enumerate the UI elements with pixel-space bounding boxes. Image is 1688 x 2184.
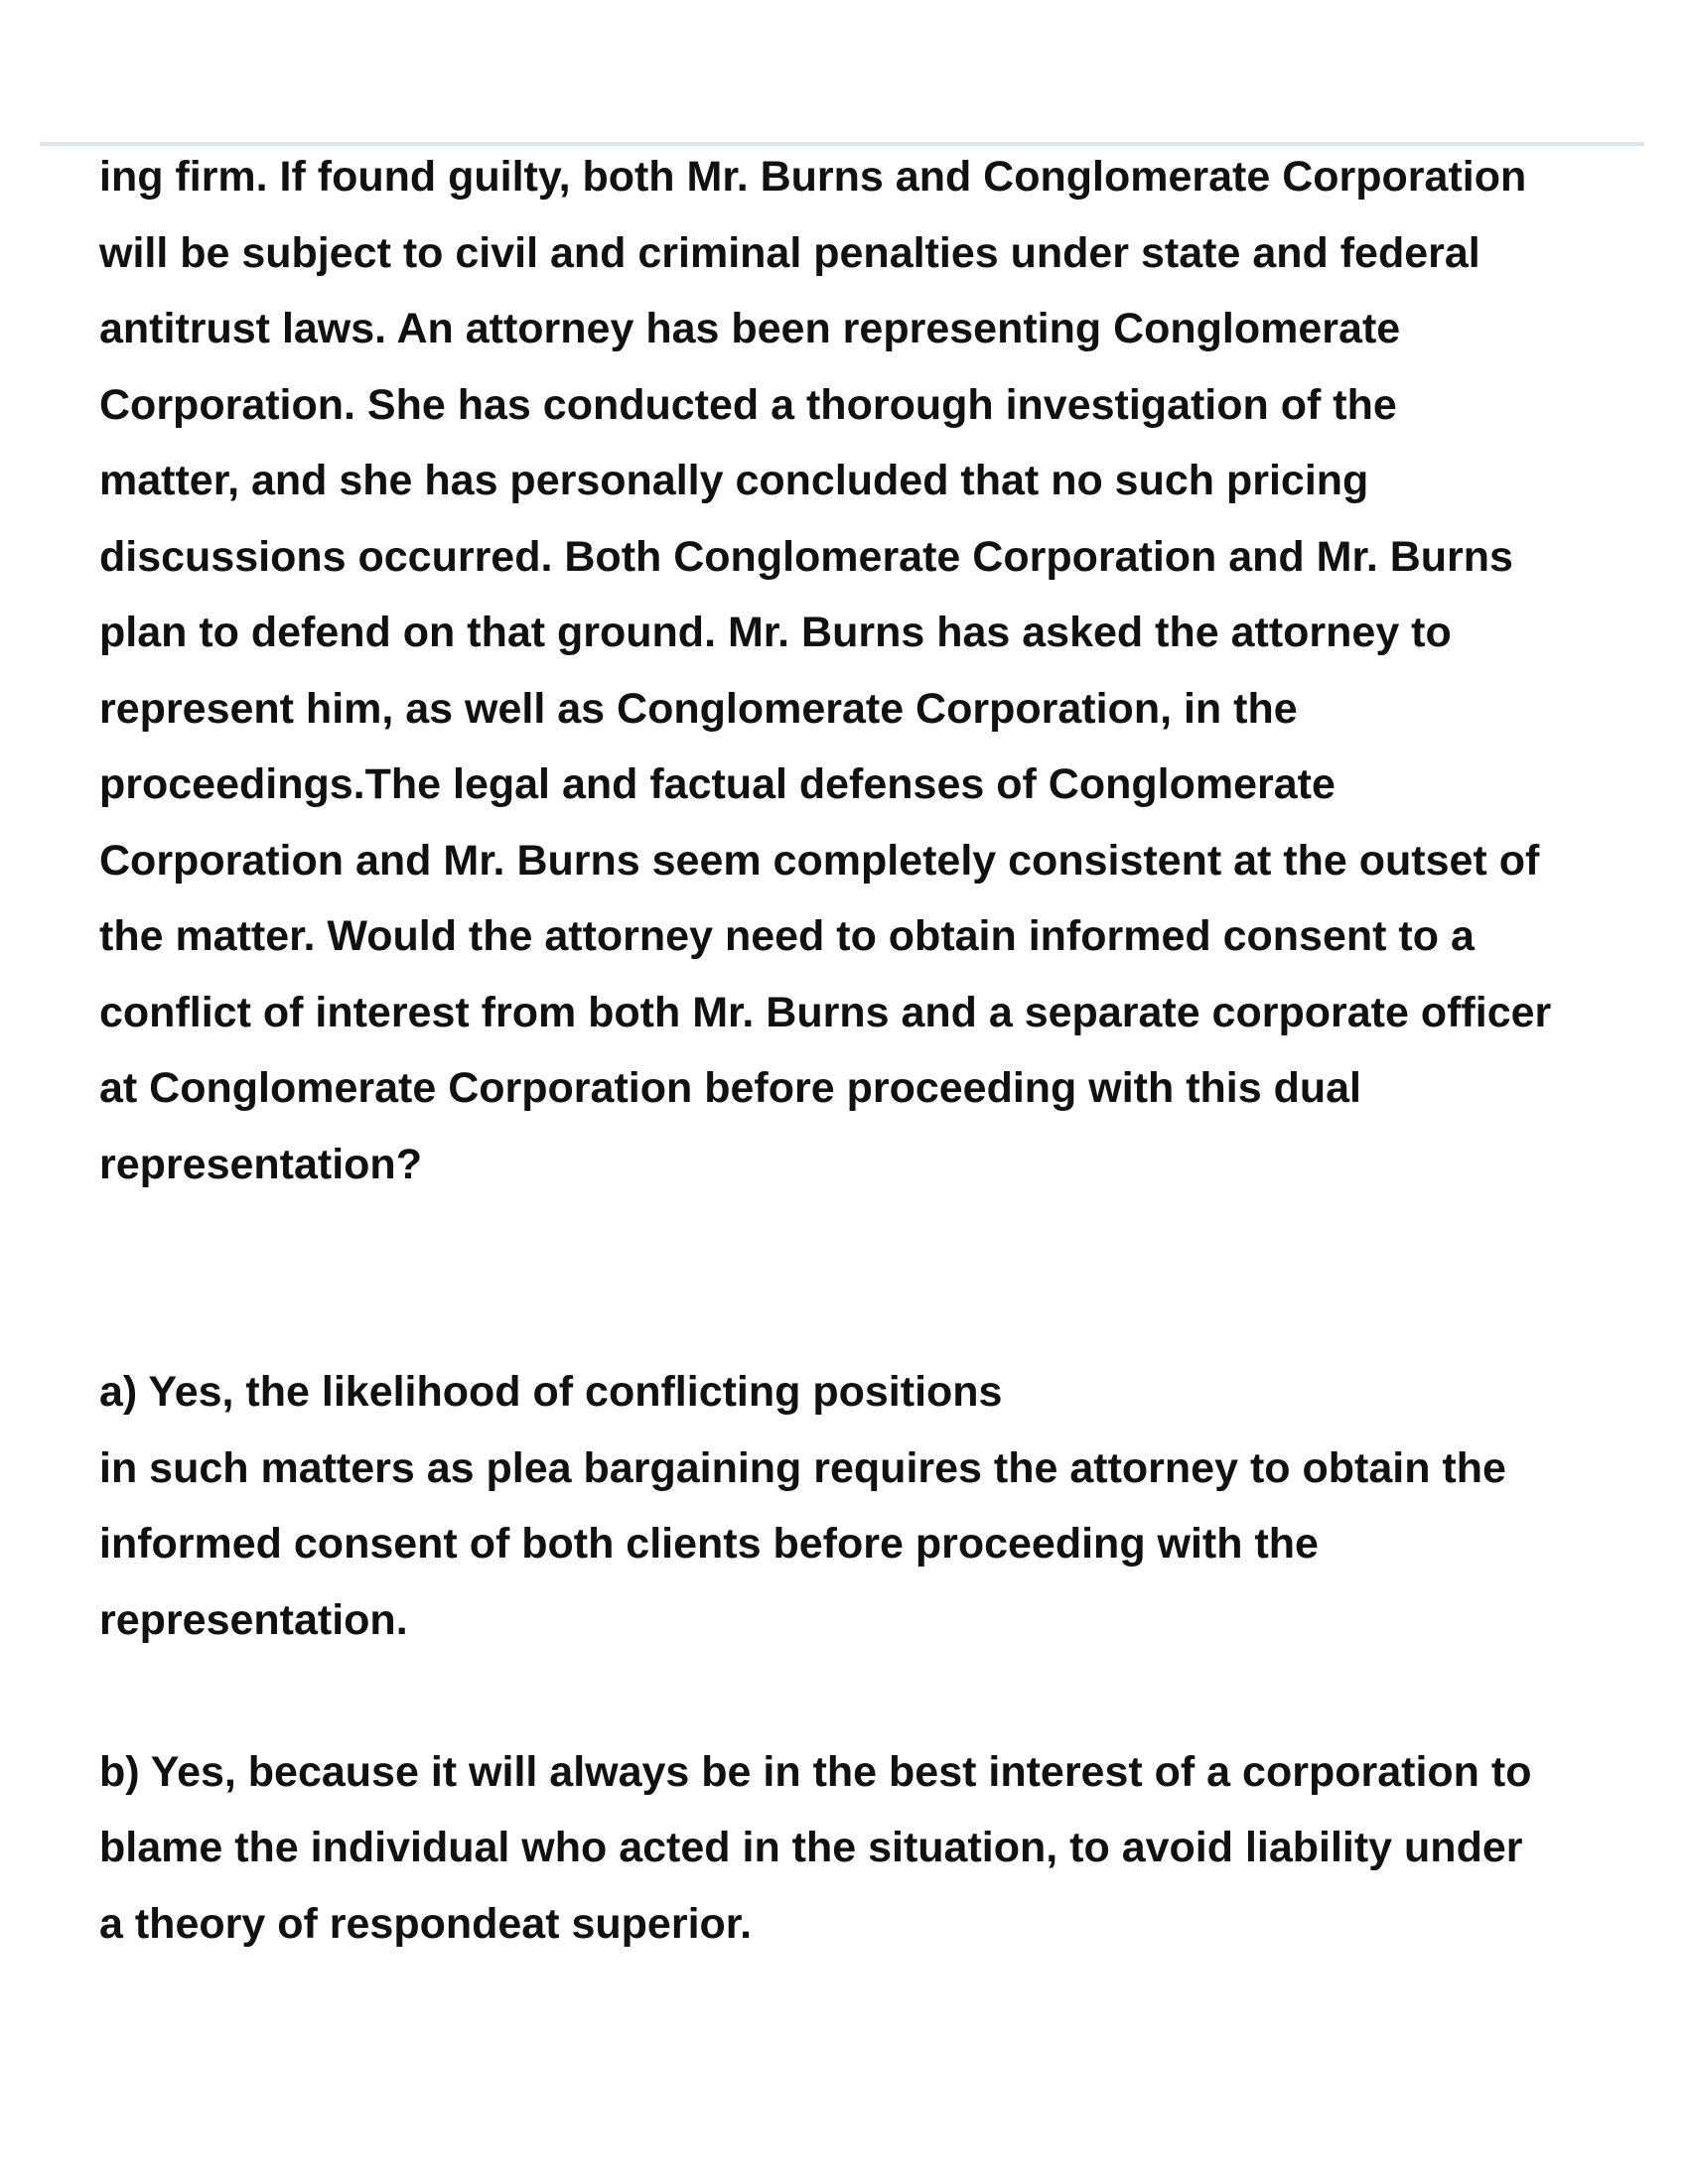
option-line: a) Yes, the likelihood of conflicting positions <box>99 1368 1003 1416</box>
document-body <box>99 139 1628 1962</box>
question-line: discussions occurred. Both Conglomerate Corporation and Mr. Burns <box>99 532 1513 581</box>
question-line: representation? <box>99 1140 422 1188</box>
question-text <box>99 139 1628 1202</box>
question-line: Corporation. She has conducted a thorough investigation of the <box>99 380 1397 429</box>
option-line: a theory of respondeat superior. <box>99 1899 753 1948</box>
question-line: at Conglomerate Corporation before proceeding with this dual <box>99 1064 1361 1112</box>
spacer <box>99 1658 1628 1734</box>
question-line: represent him, as well as Conglomerate Corporation, in the <box>99 684 1298 733</box>
answer-option-a <box>99 1354 1628 1658</box>
question-line: matter, and she has personally concluded that no such pricing <box>99 457 1369 504</box>
option-line: b) Yes, because it will always be in the best interest of a corporation to <box>99 1747 1532 1796</box>
question-line: conflict of interest from both Mr. Burns and a separate corporate officer <box>99 988 1552 1036</box>
question-line: antitrust laws. An attorney has been representing Conglomerate <box>99 305 1401 352</box>
option-line: in such matters as plea bargaining requires the attorney to obtain the <box>99 1443 1506 1492</box>
question-line: the matter. Would the attorney need to obtain informed consent to a <box>99 912 1475 960</box>
option-line: representation. <box>99 1595 408 1644</box>
answer-option-b <box>99 1734 1628 1963</box>
question-line: proceedings.The legal and factual defenses of Conglomerate <box>99 760 1336 808</box>
option-line: blame the individual who acted in the situation, to avoid liability under <box>99 1824 1523 1871</box>
question-line: ing firm. If found guilty, both Mr. Burns and Conglomerate Corporation <box>99 153 1527 201</box>
question-line: Corporation and Mr. Burns seem completely consistent at the outset of <box>99 836 1540 885</box>
question-line: plan to defend on that ground. Mr. Burns has asked the attorney to <box>99 609 1452 656</box>
spacer <box>99 1202 1628 1354</box>
option-line: informed consent of both clients before proceeding with the <box>99 1520 1319 1568</box>
question-line: will be subject to civil and criminal penalties under state and federal <box>99 228 1480 277</box>
